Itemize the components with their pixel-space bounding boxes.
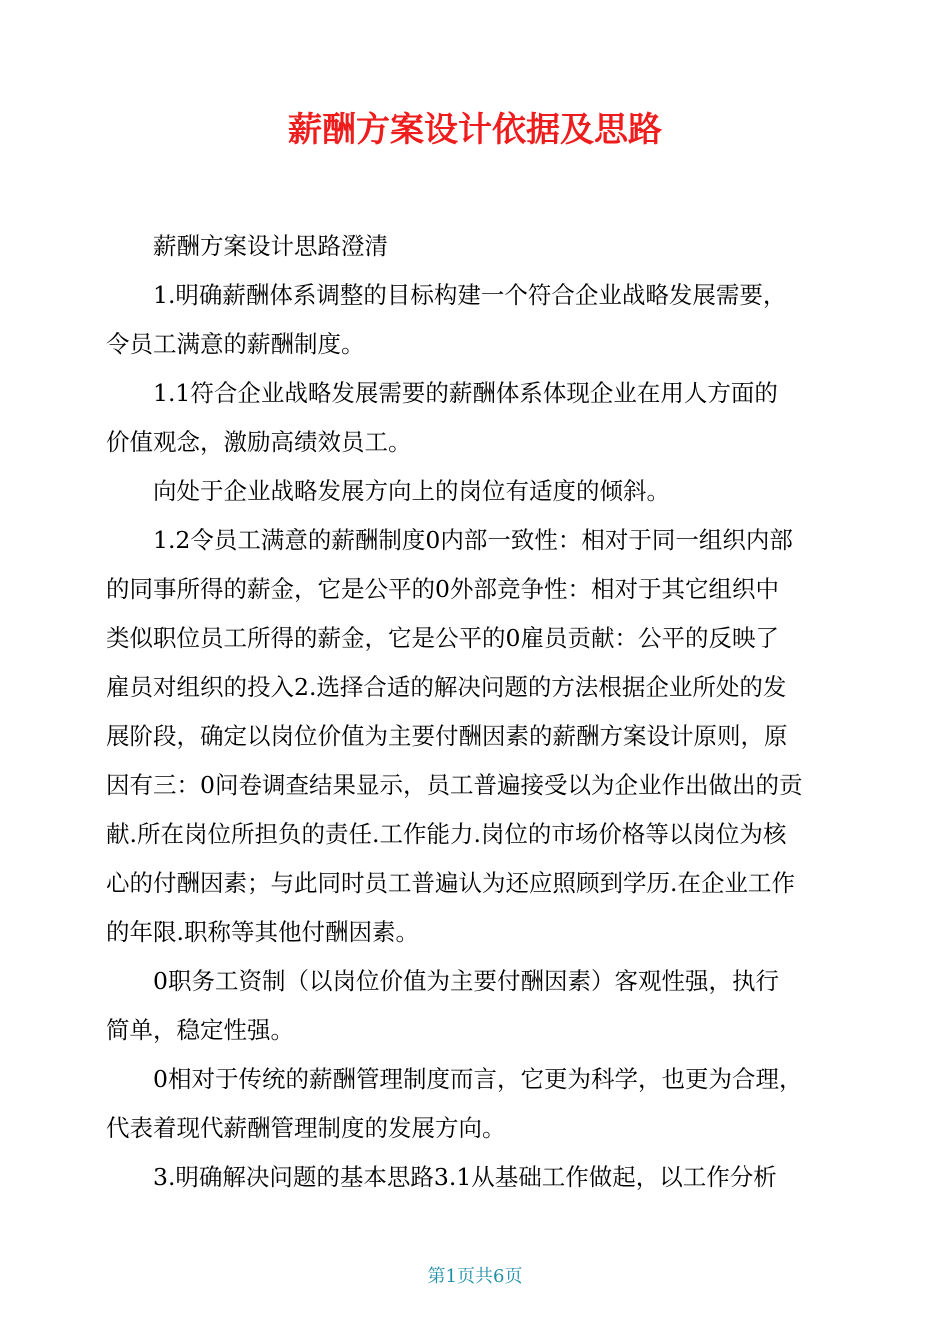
paragraph-line: 1.1符合企业战略发展需要的薪酬体系体现企业在用人方面的 — [153, 379, 778, 407]
paragraph-line: 类似职位员工所得的薪金，它是公平的0雇员贡献：公平的反映了 — [106, 624, 779, 652]
paragraph-line: 薪酬方案设计思路澄清 — [153, 232, 388, 260]
paragraph-8 — [106, 1153, 846, 1202]
paragraph-line: 令员工满意的薪酬制度。 — [106, 330, 365, 358]
paragraph-line: 的年限.职称等其他付酬因素。 — [106, 918, 419, 946]
paragraph-line: 1.明确薪酬体系调整的目标构建一个符合企业战略发展需要， — [153, 281, 787, 309]
paragraph-line: 因有三：0问卷调查结果显示，员工普遍接受以为企业作出做出的贡 — [106, 771, 803, 799]
paragraph-line: 代表着现代薪酬管理制度的发展方向。 — [106, 1114, 506, 1142]
paragraph-6 — [106, 957, 846, 1055]
paragraph-4 — [106, 467, 846, 516]
page-number-footer: 第1页共6页 — [427, 1266, 523, 1287]
paragraph-7 — [106, 1055, 846, 1153]
paragraph-5 — [106, 516, 846, 957]
paragraph-line: 雇员对组织的投入2.选择合适的解决问题的方法根据企业所处的发 — [106, 673, 787, 701]
paragraph-line: 展阶段，确定以岗位价值为主要付酬因素的薪酬方案设计原则，原 — [106, 722, 788, 750]
document-body — [106, 222, 846, 1202]
paragraph-line: 1.2令员工满意的薪酬制度0内部一致性：相对于同一组织内部 — [153, 526, 793, 554]
paragraph-1 — [106, 222, 846, 271]
paragraph-2 — [106, 271, 846, 369]
paragraph-line: 的同事所得的薪金，它是公平的0外部竞争性：相对于其它组织中 — [106, 575, 779, 603]
paragraph-line: 向处于企业战略发展方向上的岗位有适度的倾斜。 — [153, 477, 670, 505]
paragraph-line: 献.所在岗位所担负的责任.工作能力.岗位的市场价格等以岗位为核 — [106, 820, 787, 848]
paragraph-line: 简单，稳定性强。 — [106, 1016, 294, 1044]
paragraph-line: 0职务工资制（以岗位价值为主要付酬因素）客观性强，执行 — [153, 967, 779, 995]
paragraph-line: 0相对于传统的薪酬管理制度而言，它更为科学，也更为合理， — [153, 1065, 803, 1093]
paragraph-line: 心的付酬因素；与此同时员工普遍认为还应照顾到学历.在企业工作 — [106, 869, 795, 897]
paragraph-3 — [106, 369, 846, 467]
paragraph-line: 3.明确解决问题的基本思路3.1从基础工作做起，以工作分析 — [153, 1163, 777, 1191]
paragraph-line: 价值观念，激励高绩效员工。 — [106, 428, 412, 456]
document-title: 薪酬方案设计依据及思路 — [288, 110, 662, 150]
